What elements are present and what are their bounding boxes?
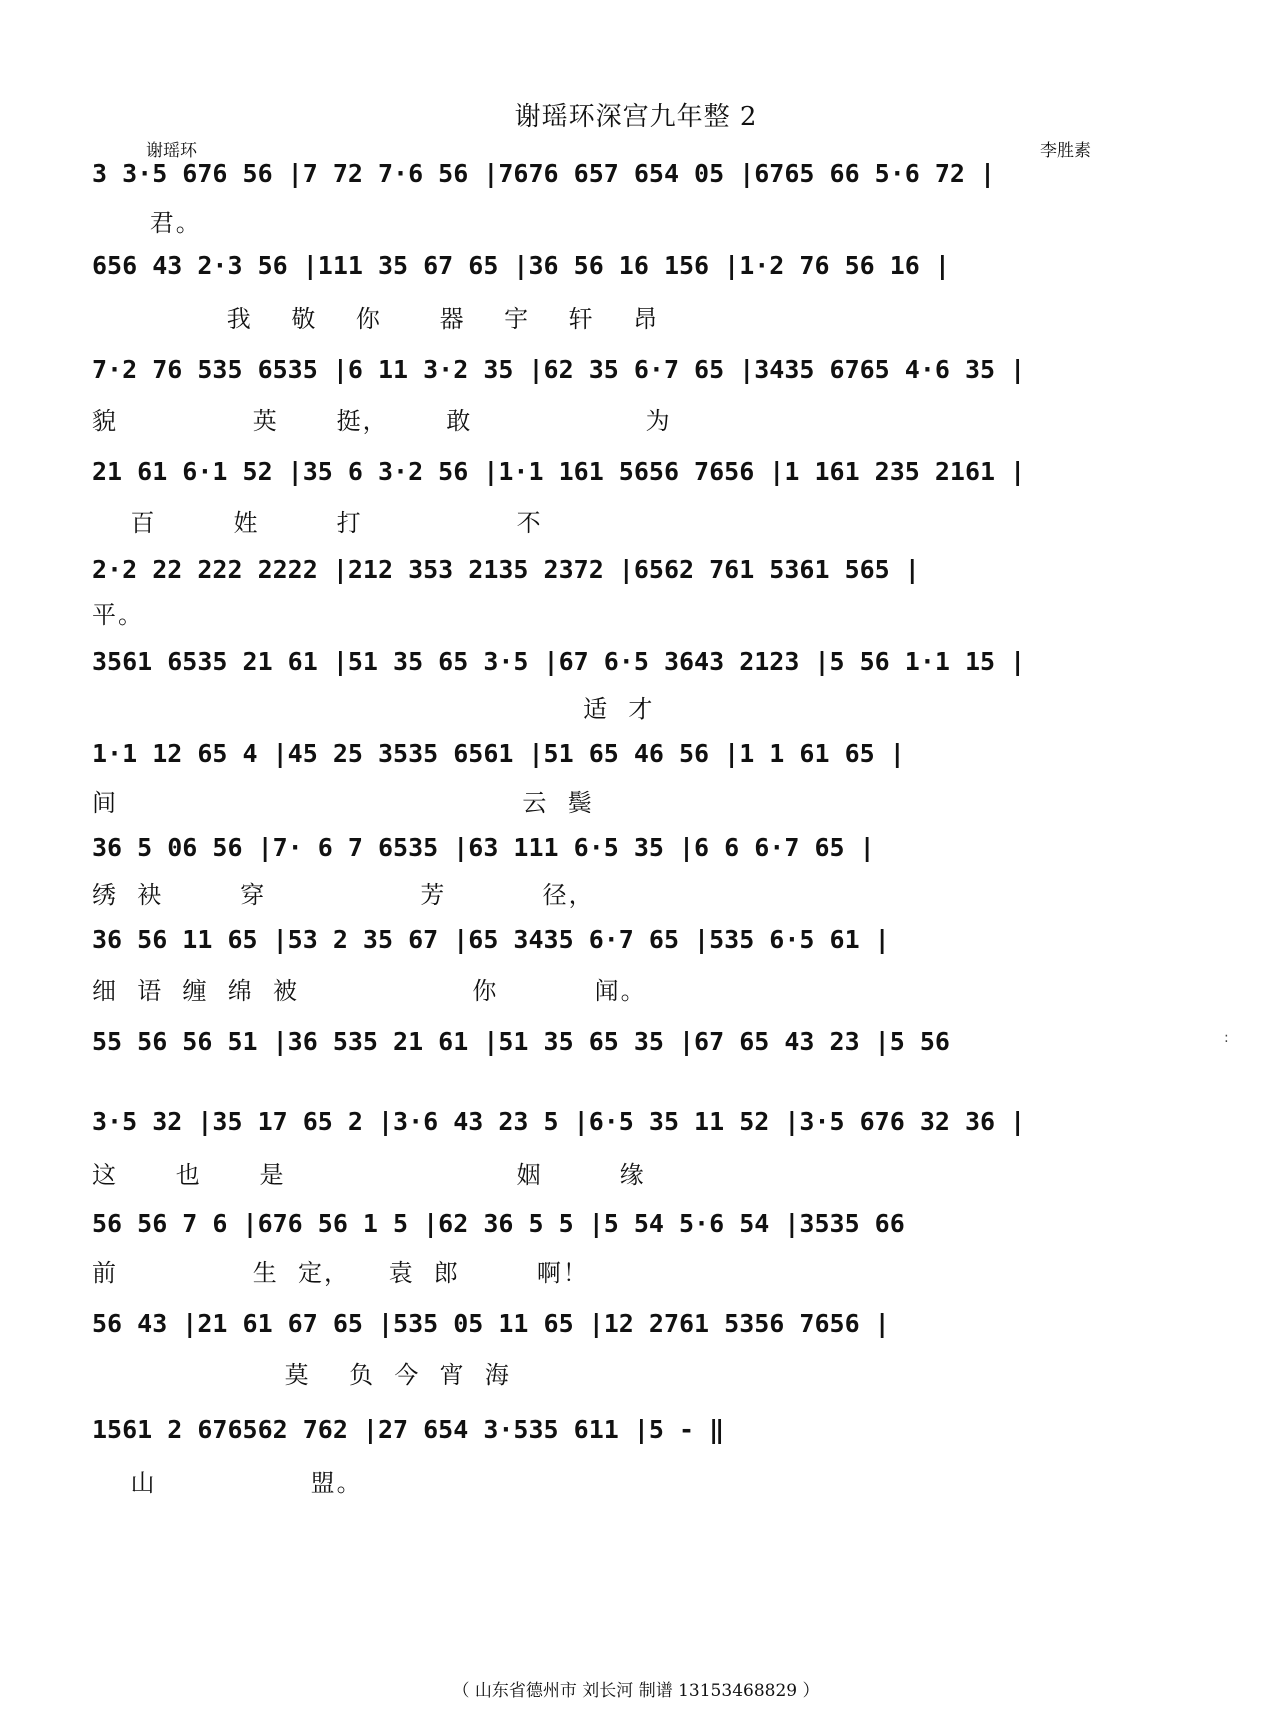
score-notes-line-14: 1561 2 676562 762 |27 654 3·535 611 |5 - ‖ [92,1415,725,1444]
score-lyrics-line-12: 前 生 定， 袁 郎 啊！ [92,1259,589,1287]
footer-credit: （ 山东省德州市 刘长河 制谱 13153468829 ） [452,1681,820,1701]
page-title: 谢瑶环深宫九年整 2 [514,102,758,132]
performer-name: 谢瑶环 [146,141,197,161]
score-lyrics-line-14: 山 盟。 [92,1469,363,1497]
score-lyrics-line-2: 我 敬 你 器 宇 轩 昂 [92,305,660,333]
score-lyrics-line-7: 间 云 鬓 [92,789,594,817]
score-lyrics-line-13: 莫 负 今 宵 海 [92,1361,511,1389]
score-lyrics-line-4: 百 姓 打 不 [92,509,543,537]
score-notes-line-6: 3561 6535 21 61 |51 35 65 3·5 |67 6·5 3643 2123 |5 56 1·1 15 | [92,647,1026,676]
score-notes-line-12: 56 56 7 6 |676 56 1 5 |62 36 5 5 |5 54 5·6 54 |3535 66 [92,1209,905,1238]
score-lyrics-line-1: 君。 [92,209,202,237]
score-notes-line-13: 56 43 |21 61 67 65 |535 05 11 65 |12 2761 5356 7656 | [92,1309,890,1338]
score-lyrics-line-9: 细 语 缠 绵 被 你 闻。 [92,977,647,1005]
score-notes-line-5: 2·2 22 222 2222 |212 353 2135 2372 |6562 761 5361 565 | [92,555,920,584]
margin-mark: : [1224,1030,1229,1046]
score-lyrics-line-8: 绣 袂 穿 芳 径， [92,881,595,909]
score-lyrics-line-11: 这 也 是 姻 缘 [92,1161,646,1189]
score-lyrics-line-3: 貌 英 挺， 敢 为 [92,407,672,435]
score-notes-line-10: 55 56 56 51 |36 535 21 61 |51 35 65 35 |67 65 43 23 |5 56 [92,1027,950,1056]
score-lyrics-line-5: 平。 [92,601,144,629]
score-notes-line-11: 3·5 32 |35 17 65 2 |3·6 43 23 5 |6·5 35 11 52 |3·5 676 32 36 | [92,1107,1026,1136]
score-notes-line-1: 3 3·5 676 56 |7 72 7·6 56 |7676 657 654 05 |6765 66 5·6 72 | [92,159,996,188]
score-notes-line-9: 36 56 11 65 |53 2 35 67 |65 3435 6·7 65 |535 6·5 61 | [92,925,890,954]
score-notes-line-2: 656 43 2·3 56 |111 35 67 65 |36 56 16 156 |1·2 76 56 16 | [92,251,950,280]
composer-name: 李胜素 [1040,141,1091,161]
score-notes-line-4: 21 61 6·1 52 |35 6 3·2 56 |1·1 161 5656 7656 |1 161 235 2161 | [92,457,1026,486]
score-notes-line-7: 1·1 12 65 4 |45 25 3535 6561 |51 65 46 56 |1 1 61 65 | [92,739,905,768]
score-notes-line-3: 7·2 76 535 6535 |6 11 3·2 35 |62 35 6·7 65 |3435 6765 4·6 35 | [92,355,1026,384]
score-lyrics-line-6: 适 才 [92,695,655,723]
score-notes-line-8: 36 5 06 56 |7· 6 7 6535 |63 111 6·5 35 |6 6 6·7 65 | [92,833,875,862]
